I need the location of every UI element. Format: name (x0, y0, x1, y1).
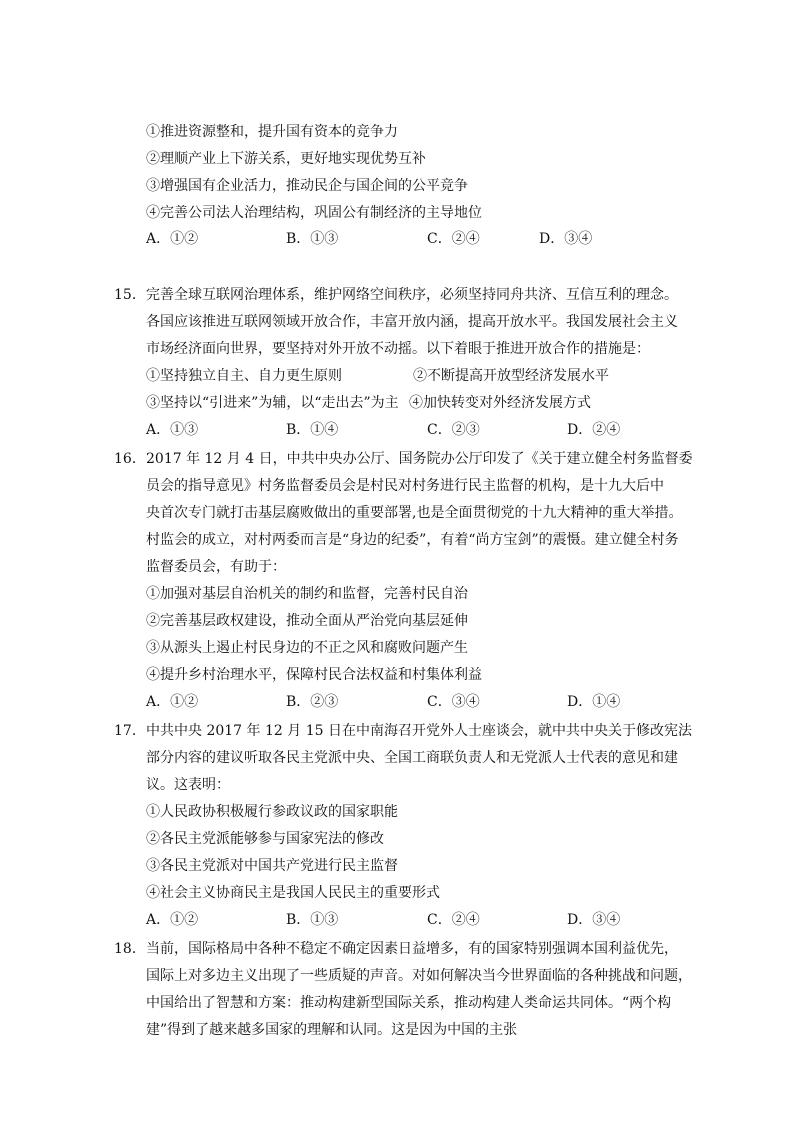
q18-stem-line-1: 当前，国际格局中各种不稳定不确定因素日益增多，有的国家特别强调本国利益优先， (146, 941, 678, 957)
q17-option-c: C．②④ (427, 912, 480, 928)
q14-item-2: ②理顺产业上下游关系，更好地实现优势互补 (146, 151, 426, 167)
q15-stem-line-1: 完善全球互联网治理体系，维护网络空间秩序，必须坚持同舟共济、互信互利的理念。 (146, 287, 678, 303)
q17-item-1: ①人民政协积极履行参政议政的国家职能 (146, 804, 398, 820)
q17-stem-line-1: 中共中央 2017 年 12 月 15 日在中南海召开党外人士座谈会，就中共中央关于修改宪法 (146, 723, 692, 739)
q16-option-c: C．③④ (427, 694, 480, 710)
q16-item-1: ①加强对基层自治机关的制约和监督，完善村民自治 (146, 586, 468, 602)
q17-option-b: B．①③ (286, 912, 339, 928)
q15-item-4: ④加快转变对外经济发展方式 (409, 395, 591, 411)
q18-stem-line-3: 中国给出了智慧和方案：推动构建新型国际关系，推动构建人类命运共同体。“两个构 (146, 995, 672, 1011)
q17-option-a: A．①② (146, 912, 199, 928)
q18-number: 18． (114, 941, 146, 957)
q16-stem-line-4: 村监会的成立，对村两委而言是“身边的纪委”，有着“尚方宝剑”的震慑。建立健全村务 (146, 532, 679, 548)
q16-stem-line-2: 员会的指导意见》村务监督委员会是村民对村务进行民主监督的机构，是十九大后中 (146, 478, 664, 494)
q15-stem-line-2: 各国应该推进互联网领域开放合作，丰富开放内涵，提高开放水平。我国发展社会主义 (146, 314, 678, 330)
q16-item-3: ③从源头上遏止村民身边的不正之风和腐败问题产生 (146, 640, 468, 656)
q14-item-3: ③增强国有企业活力，推动民企与国企间的公平竞争 (146, 178, 468, 194)
q15-item-2: ②不断提高开放型经济发展水平 (413, 368, 609, 384)
q15-option-c: C．②③ (427, 422, 480, 438)
q14-option-c: C．②④ (427, 231, 480, 247)
q14-item-1: ①推进资源整和，提升国有资本的竞争力 (146, 124, 398, 140)
q15-stem-line-3: 市场经济面向世界，要坚持对外开放不动摇。以下着眼于推进开放合作的措施是： (146, 341, 650, 357)
q14-option-d: D．③④ (539, 231, 593, 247)
q16-item-2: ②完善基层政权建设，推动全面从严治党向基层延伸 (146, 613, 468, 629)
q16-stem-line-3: 央首次专门就打击基层腐败做出的重要部署,也是全面贯彻党的十九大精神的重大举措。 (146, 505, 683, 521)
q15-item-1: ①坚持独立自主、自力更生原则 (146, 368, 342, 384)
q16-item-4: ④提升乡村治理水平，保障村民合法权益和村集体利益 (146, 667, 482, 683)
q16-option-a: A．①② (146, 694, 199, 710)
q16-stem-line-1: 2017 年 12 月 4 日，中共中央办公厅、国务院办公厅印发了《关于建立健全村务监督委 (146, 451, 693, 467)
q17-number: 17． (114, 723, 146, 739)
q15-number: 15． (114, 287, 146, 303)
q15-item-3: ③坚持以“引进来”为辅，以“走出去”为主 (146, 395, 399, 411)
q17-item-4: ④社会主义协商民主是我国人民民主的重要形式 (146, 885, 440, 901)
q18-stem-line-2: 国际上对多边主义出现了一些质疑的声音。对如何解决当今世界面临的各种挑战和问题， (146, 968, 692, 984)
q15-option-a: A．①③ (146, 422, 199, 438)
q16-stem-line-5: 监督委员会，有助于： (146, 559, 286, 575)
q17-option-d: D．③④ (567, 912, 621, 928)
q16-number: 16． (114, 451, 146, 467)
q17-item-3: ③各民主党派对中国共产党进行民主监督 (146, 858, 398, 874)
q15-option-d: D．②④ (567, 422, 621, 438)
q14-option-a: A．①② (146, 231, 199, 247)
q17-item-2: ②各民主党派能够参与国家宪法的修改 (146, 831, 384, 847)
q14-option-b: B．①③ (286, 231, 339, 247)
q17-stem-line-2: 部分内容的建议听取各民主党派中央、全国工商联负责人和无党派人士代表的意见和建 (146, 750, 678, 766)
q15-option-b: B．①④ (286, 422, 339, 438)
q16-option-b: B．②③ (286, 694, 339, 710)
q16-option-d: D．①④ (567, 694, 621, 710)
q14-item-4: ④完善公司法人治理结构，巩固公有制经济的主导地位 (146, 205, 482, 221)
q17-stem-line-3: 议。这表明： (146, 777, 230, 793)
q18-stem-line-4: 建”得到了越来越多国家的理解和认同。这是因为中国的主张 (146, 1022, 518, 1038)
